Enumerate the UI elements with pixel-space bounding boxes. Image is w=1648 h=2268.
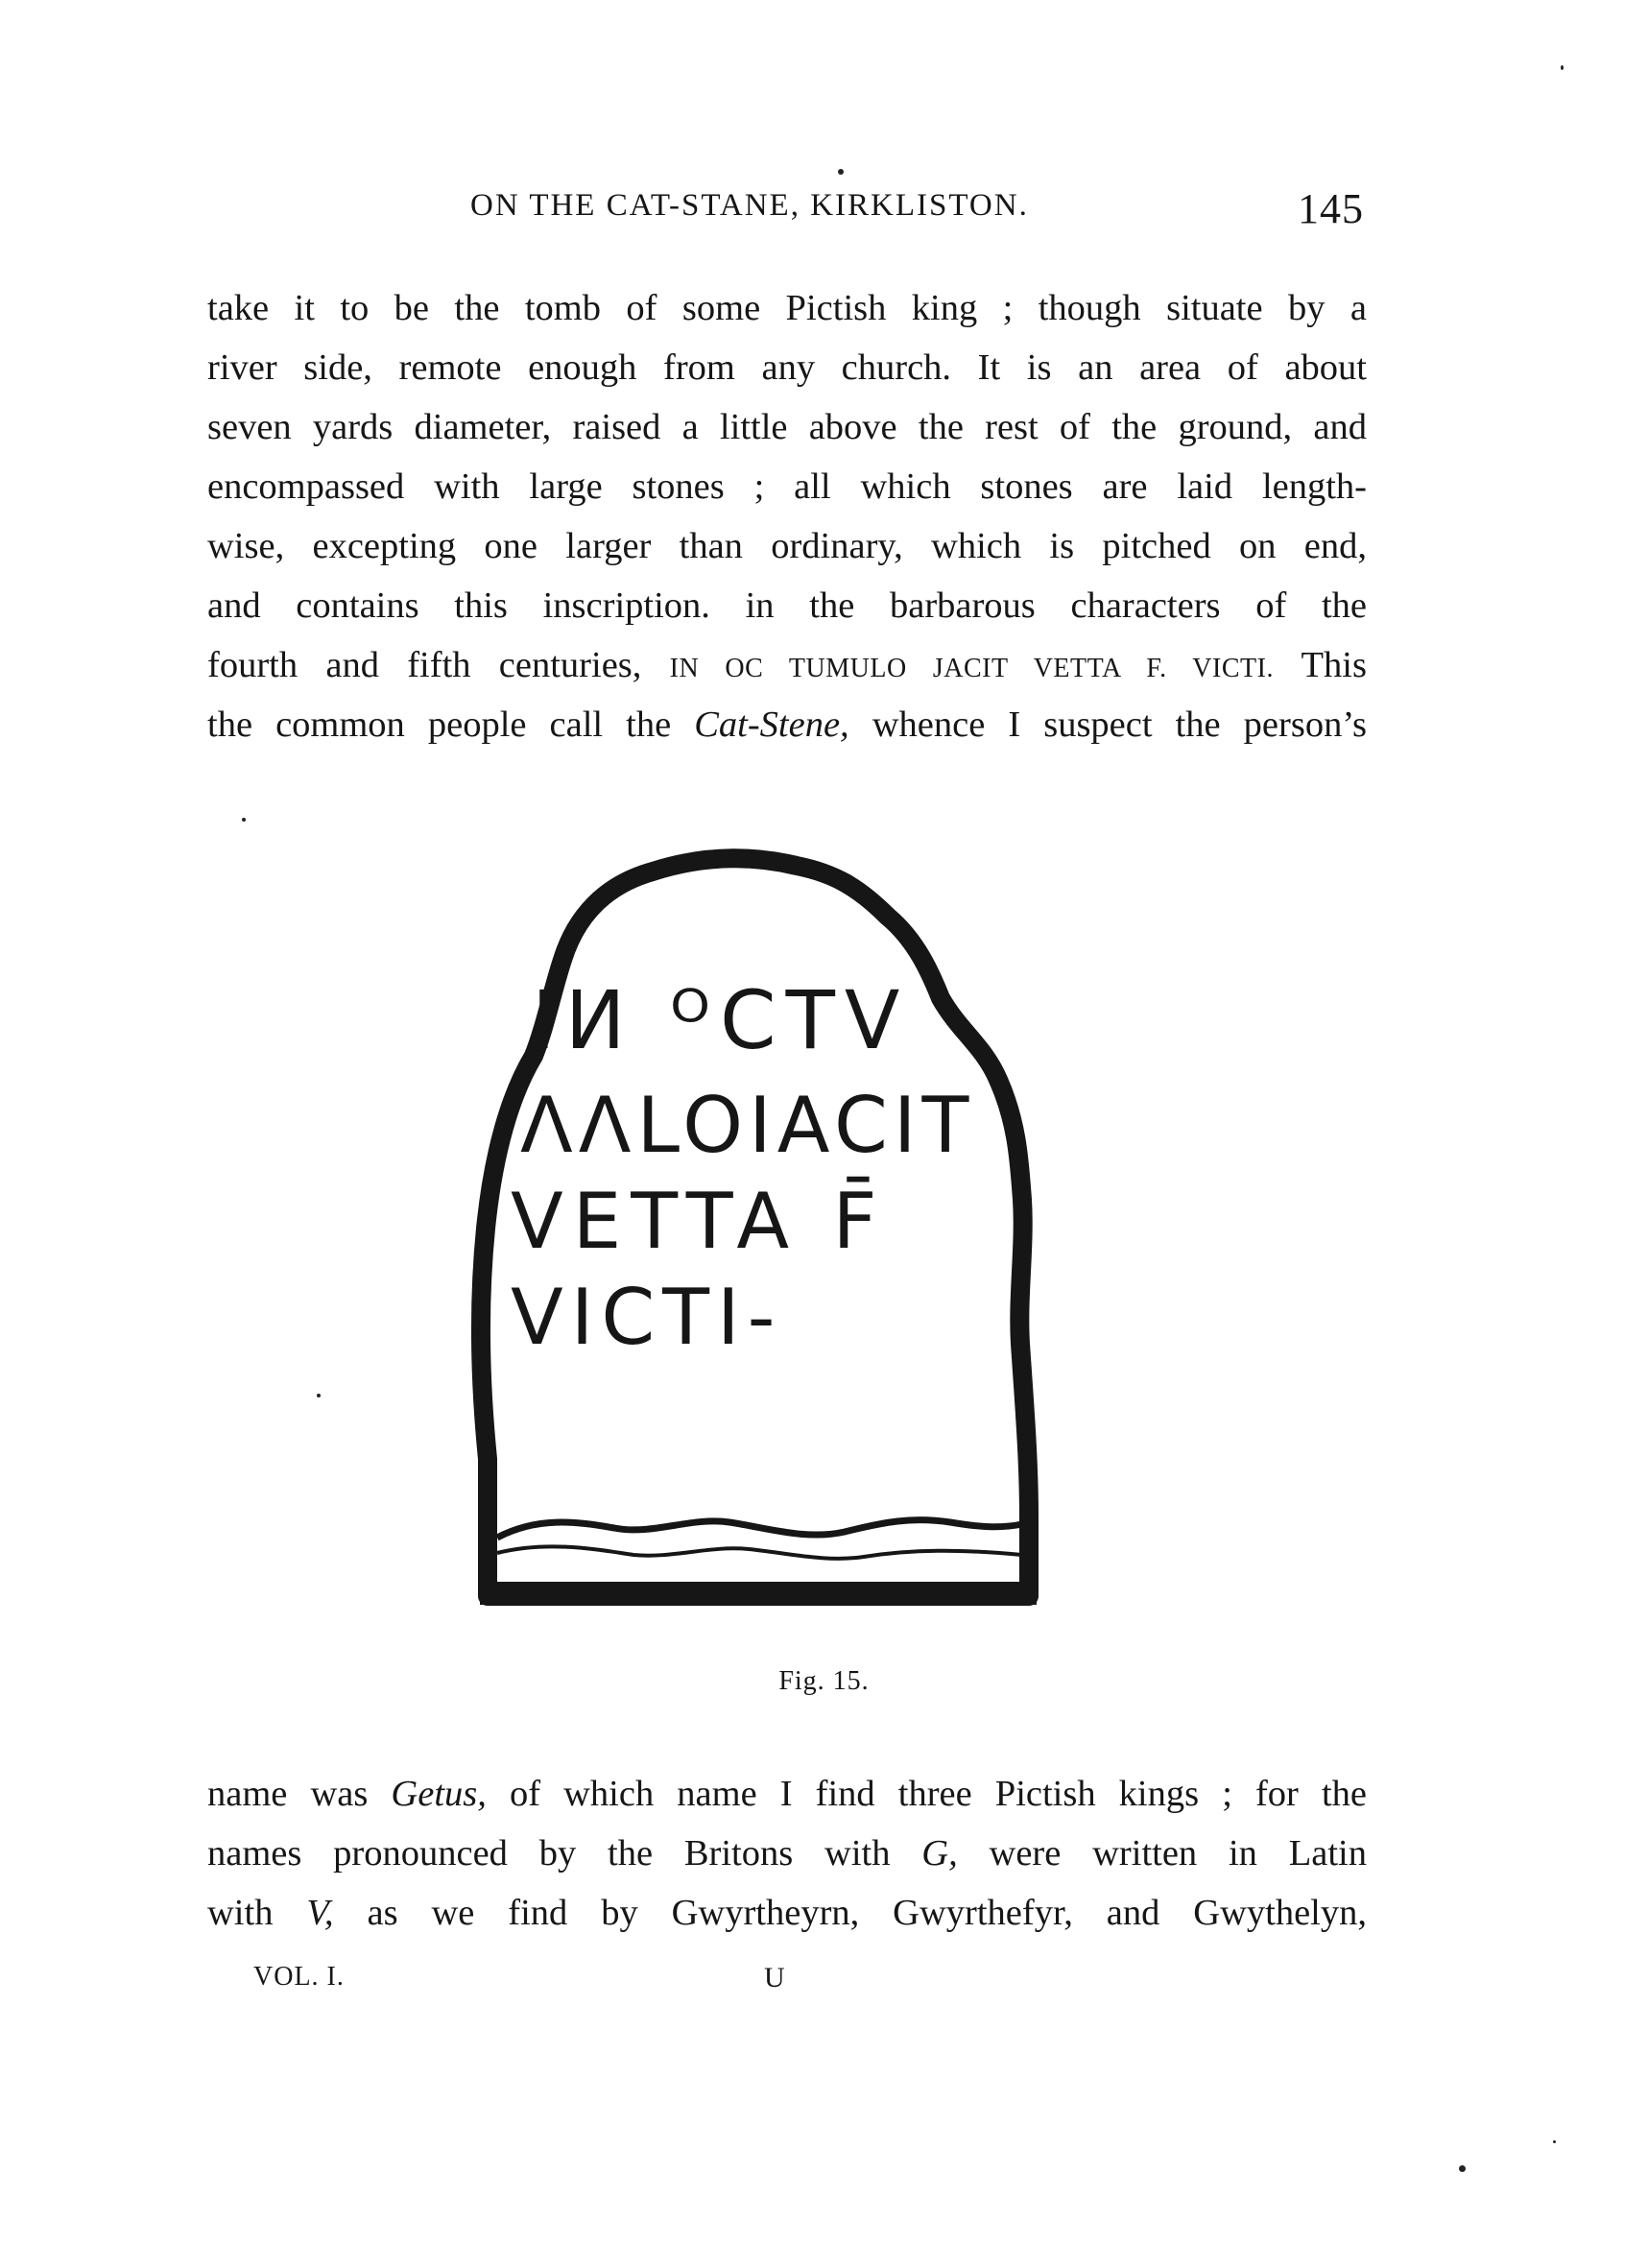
- text-segment: fourth and fifth centuries,: [207, 645, 670, 685]
- italic-term: G,: [921, 1833, 958, 1874]
- body-paragraph-bottom: [207, 1764, 1367, 1943]
- figure-caption: Fig. 15.: [778, 1666, 870, 1696]
- text-line: river side, remote enough from any church. It is an area of about: [207, 347, 1367, 388]
- standing-stone-illustration: [461, 845, 1133, 1612]
- italic-term: Getus,: [391, 1774, 487, 1814]
- italic-term: Cat-Stene,: [694, 704, 849, 745]
- text-segment: names pronounced by the Britons with: [207, 1833, 922, 1874]
- text-segment: as we find by Gwyrtheyrn, Gwyrthefyr, and Gwythelyn,: [333, 1893, 1367, 1933]
- text-segment: whence I suspect the person’s: [848, 704, 1367, 745]
- print-speck: [1553, 2140, 1556, 2143]
- text-segment: This: [1273, 645, 1367, 685]
- text-segment: the common people call the: [207, 704, 695, 745]
- text-line: take it to be the tomb of some Pictish king ; though situate by a: [207, 288, 1367, 328]
- body-paragraph-top: [207, 278, 1367, 754]
- print-speck: [838, 169, 844, 175]
- stone-base: [480, 1582, 1037, 1605]
- text-segment: of which name I find three Pictish kings ; for the: [486, 1774, 1367, 1814]
- text-line: [207, 1883, 1367, 1943]
- text-segment: were written in Latin: [957, 1833, 1367, 1874]
- text-line: and contains this inscription. in the barbarous characters of the: [207, 585, 1367, 626]
- inscription-line: VETTA F̄: [511, 1177, 887, 1266]
- cat-stane-figure: [461, 845, 1133, 1612]
- text-segment: with: [207, 1893, 307, 1933]
- inscription-line: ɅɅLOIACIT: [520, 1081, 975, 1170]
- print-speck: [317, 1394, 321, 1397]
- text-line: encompassed with large stones ; all which stones are laid length-: [207, 466, 1367, 507]
- text-segment: name was: [207, 1774, 392, 1814]
- signature-mark: U: [764, 1962, 785, 1993]
- italic-term: V,: [306, 1893, 334, 1933]
- inscription-line: IИ ᴼCTV: [532, 973, 910, 1067]
- text-line: seven yards diameter, raised a little above the rest of the ground, and: [207, 407, 1367, 447]
- inscription-transcription: IN OC TUMULO JACIT VETTA F. VICTI.: [669, 654, 1274, 683]
- text-line: [207, 1764, 1367, 1824]
- volume-mark: VOL. I.: [253, 1962, 345, 1992]
- print-speck: [1459, 2165, 1466, 2172]
- page-number: 145: [1298, 185, 1364, 232]
- running-title: ON THE CAT-STANE, KIRKLISTON.: [470, 188, 1029, 223]
- text-line: wise, excepting one larger than ordinary, which is pitched on end,: [207, 526, 1367, 566]
- print-speck: [1561, 65, 1564, 70]
- inscription-line: VICTI-: [511, 1273, 783, 1362]
- text-line: [207, 695, 1367, 754]
- text-line: [207, 635, 1367, 695]
- text-line: [207, 1824, 1367, 1883]
- print-speck: [242, 818, 246, 822]
